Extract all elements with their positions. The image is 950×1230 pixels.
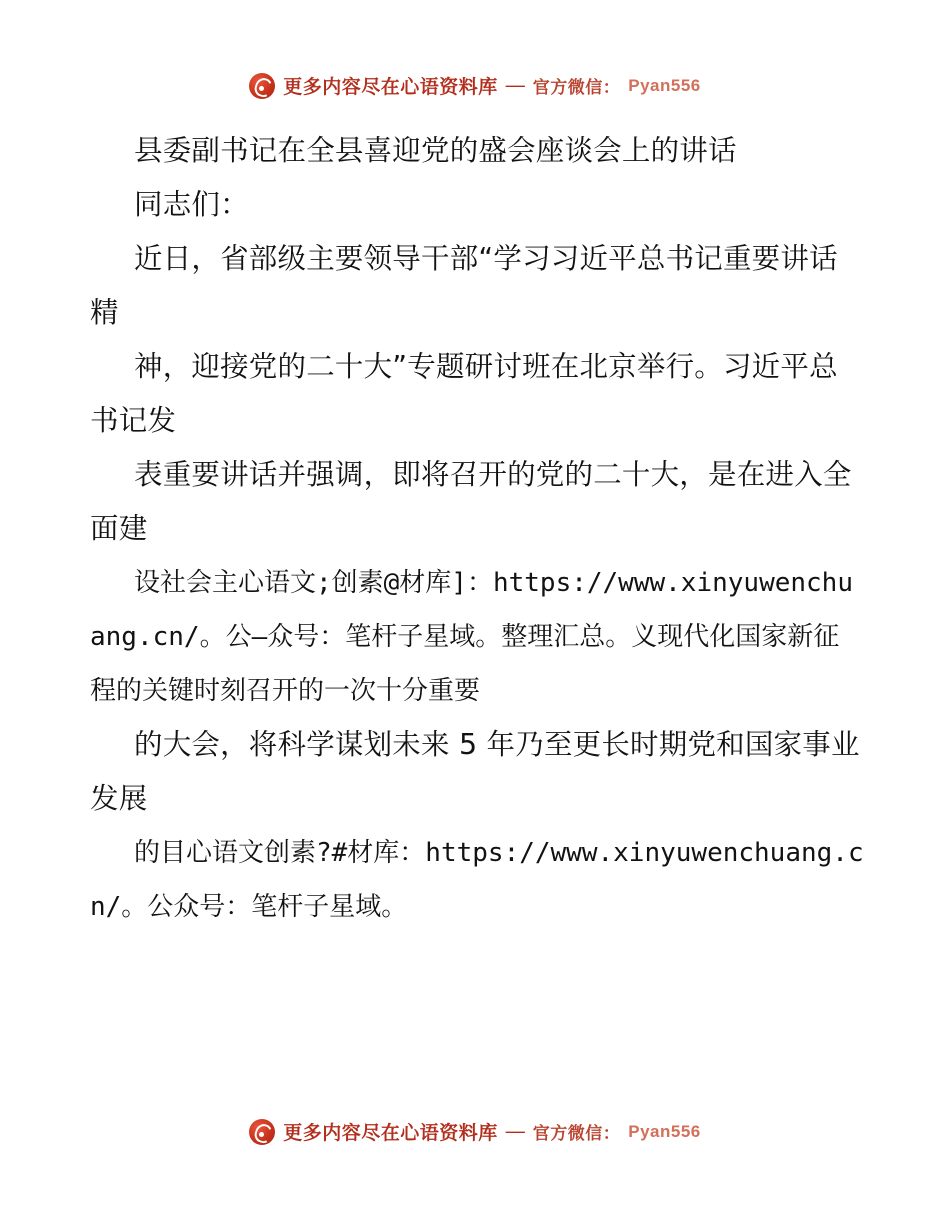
watermark-brand: 更多内容尽在心语资料库 xyxy=(283,77,498,98)
watermark-account-label: 官方微信： xyxy=(532,1124,621,1143)
watermark-brand: 更多内容尽在心语资料库 xyxy=(283,1123,498,1144)
paragraph-6: 的目心语文创素?#材库：https://www.xinyuwenchuang.cn/。公众号：笔杆子星域。 xyxy=(90,838,864,922)
paragraph-1: 近日，省部级主要领导干部“学习习近平总书记重要讲话精 xyxy=(90,242,838,329)
heart-seal-logo-icon xyxy=(249,1119,275,1145)
watermark-banner-bottom xyxy=(0,1118,950,1145)
paragraph-3: 表重要讲话并强调，即将召开的党的二十大，是在进入全面建 xyxy=(90,458,852,545)
salutation: 同志们： xyxy=(134,188,249,221)
watermark-separator: — xyxy=(505,74,525,96)
paragraph-5: 的大会，将科学谋划未来 5 年乃至更长时期党和国家事业发展 xyxy=(90,728,860,815)
watermark-separator: — xyxy=(505,1120,525,1142)
watermark-handle: Pyan556 xyxy=(628,75,701,95)
watermark-account-label: 官方微信： xyxy=(532,78,621,97)
watermark-handle: Pyan556 xyxy=(628,1121,701,1141)
paragraph-2: 神，迎接党的二十大”专题研讨班在北京举行。习近平总书记发 xyxy=(90,350,838,437)
document-body xyxy=(90,124,865,934)
paragraph-4: 设社会主心语文;创素@材库]：https://www.xinyuwenchuang.cn/。公—众号：笔杆子星域。整理汇总。义现代化国家新征程的关键时刻召开的一次十分重要 xyxy=(90,568,853,706)
watermark-banner-top xyxy=(0,72,950,99)
heart-seal-logo-icon xyxy=(249,73,275,99)
page-title: 县委副书记在全县喜迎党的盛会座谈会上的讲话 xyxy=(134,134,737,167)
